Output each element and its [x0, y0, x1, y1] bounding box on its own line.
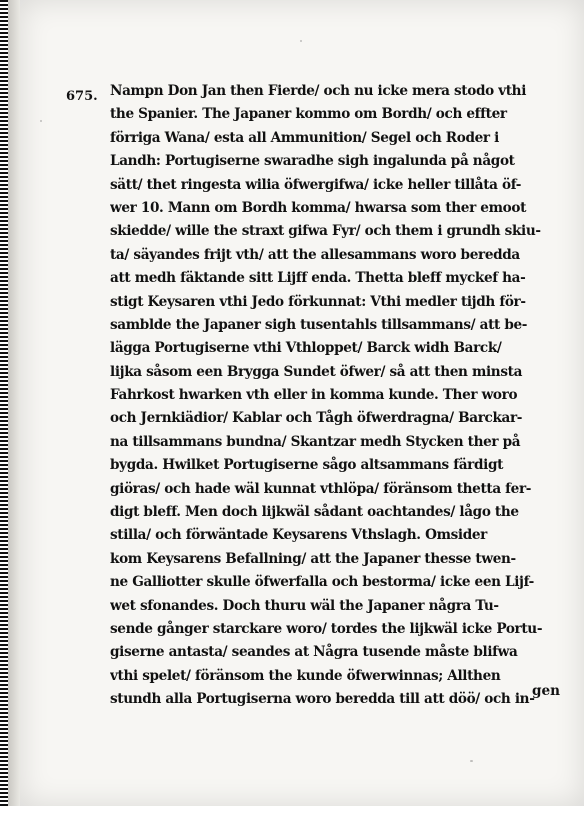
- text-line: bygda. Hwilket Portugiserne sågo altsammans färdigt: [110, 457, 504, 474]
- text-line: wer 10. Mann om Bordh komma/ hwarsa som ther emoot: [110, 199, 527, 216]
- margin-page-number: 675.: [66, 89, 98, 104]
- text-line: the Spanier. The Japaner kommo om Bordh/ och effter: [110, 106, 507, 123]
- text-line: na tillsammans bundna/ Skantzar medh Stycken ther på: [110, 433, 521, 450]
- text-line: Fahrkost hwarken vth eller in komma kunde. Ther woro: [110, 387, 518, 404]
- text-line: lägga Portugiserne vthi Vthloppet/ Barck widh Barck/: [110, 340, 502, 357]
- text-line: stilla/ och förwäntade Keysarens Vthslagh. Omsider: [110, 527, 487, 544]
- binding-edge: [0, 0, 8, 826]
- text-line: stigt Keysaren vthi Jedo förkunnat: Vthi medler tijdh för-: [110, 293, 526, 310]
- text-line: att medh fäktande sitt Lijff enda. Thetta bleff myckef ha-: [110, 270, 526, 287]
- text-line: samblde the Japaner sigh tusentahls tillsammans/ att be-: [110, 316, 528, 333]
- text-line: och Jernkiädior/ Kablar och Tågh öfwerdragna/ Barckar-: [110, 410, 523, 427]
- text-line: skiedde/ wille the straxt gifwa Fyr/ och them i grundh skiu-: [110, 223, 541, 240]
- text-line: giöras/ och hade wäl kunnat vthlöpa/ föränsom thetta fer-: [110, 480, 532, 497]
- paper-speck: [470, 760, 473, 762]
- text-line: wet sfonandes. Doch thuru wäl the Japaner några Tu-: [110, 597, 499, 614]
- catchword: gen: [532, 683, 561, 699]
- text-line: ne Galliotter skulle öfwerfalla och bestorma/ icke een Lijf-: [110, 574, 534, 591]
- text-line: ta/ säyandes frijt vth/ att the allesammans woro beredda: [110, 246, 520, 263]
- text-line: digt bleff. Men doch lijkwäl sådant oachtandes/ lågo the: [110, 504, 519, 521]
- text-line: Landh: Portugiserne swaradhe sigh ingalunda på något: [110, 153, 515, 170]
- body-text: [110, 80, 562, 712]
- text-line: giserne antasta/ seandes at Några tusende måste blifwa: [110, 644, 518, 661]
- text-line: sende gånger starckare woro/ tordes the lijkwäl icke Portu-: [110, 620, 543, 637]
- text-line: vthi spelet/ föränsom the kunde öfwerwinnas; Allthen: [110, 667, 501, 684]
- text-line: kom Keysarens Befallning/ att the Japaner thesse twen-: [110, 550, 516, 567]
- paper-speck: [40, 120, 42, 122]
- text-line: förriga Wana/ esta all Ammunition/ Segel och Roder i: [110, 129, 499, 146]
- text-line: stundh alla Portugiserna woro beredda till att döö/ och in-: [110, 691, 535, 708]
- text-line: sätt/ thet ringesta wilia öfwergifwa/ icke heller tillåta öf-: [110, 176, 522, 193]
- text-line: Nampn Don Jan then Fierde/ och nu icke mera stodo vthi: [110, 83, 527, 99]
- page-bottom-strip: [0, 806, 584, 826]
- text-line: lijka såsom een Brygga Sundet öfwer/ så att then minsta: [110, 363, 523, 380]
- paper-speck: [300, 40, 302, 42]
